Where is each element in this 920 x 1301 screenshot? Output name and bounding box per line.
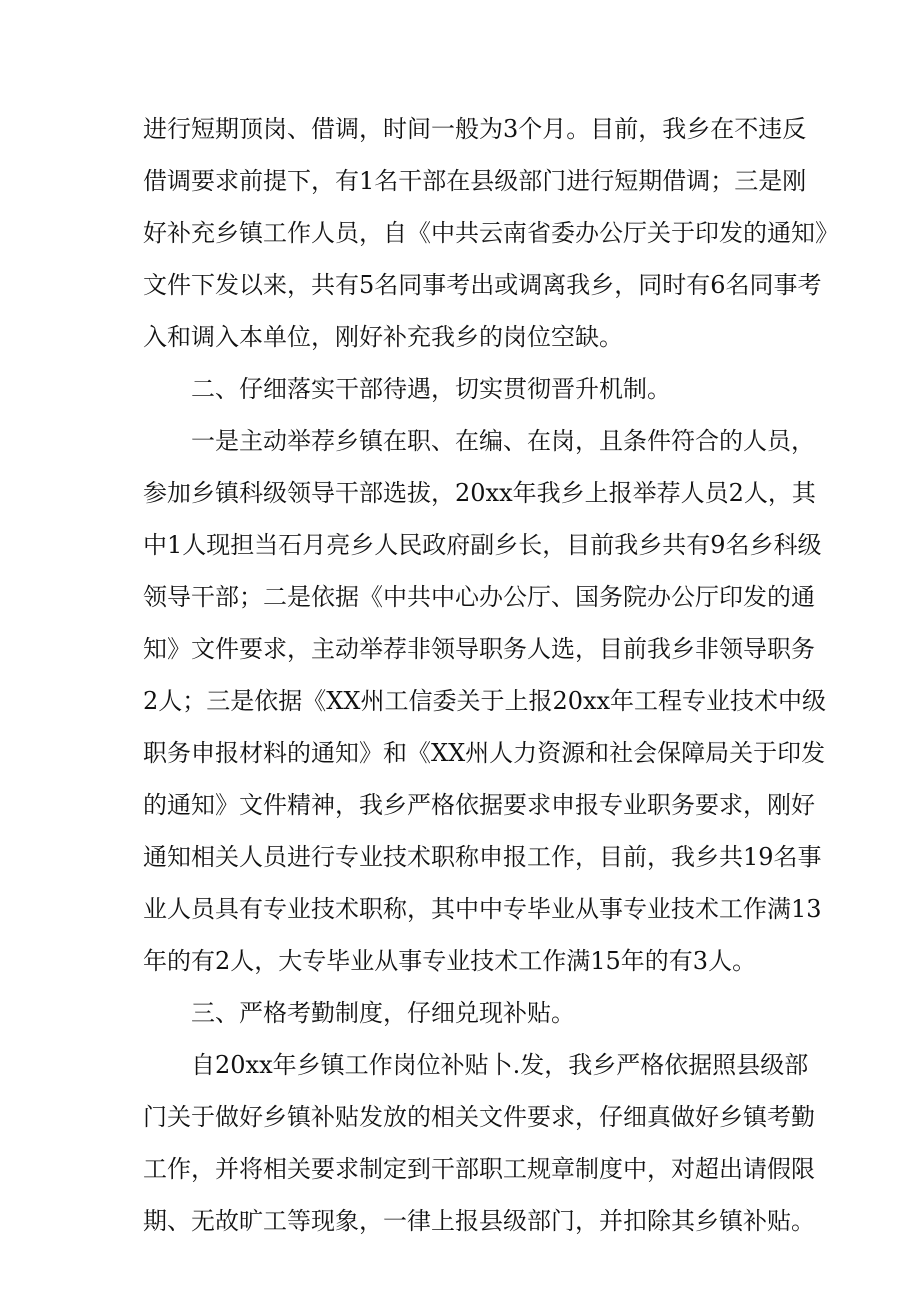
section-heading-2: 二、仔细落实干部待遇，切实贯彻晋升机制。 bbox=[191, 375, 671, 403]
text-line: 业人员具有专业技术职称，其中中专毕业从事专业技术工作满13 bbox=[143, 895, 822, 923]
text-line: 期、无故旷工等现象，一律上报县级部门，并扣除其乡镇补贴。 bbox=[143, 1207, 815, 1235]
text-line: 门关于做好乡镇补贴发放的相关文件要求，仔细真做好乡镇考勤 bbox=[143, 1103, 815, 1131]
text-line: 文件下发以来，共有5名同事考出或调离我乡，同时有6名同事考 bbox=[143, 271, 822, 299]
text-line: 2人；三是依据《XX州工信委关于上报20xx年工程专业技术中级 bbox=[143, 687, 827, 715]
text-line: 一是主动举荐乡镇在职、在编、在岗，且条件符合的人员， bbox=[191, 427, 815, 455]
text-line: 进行短期顶岗、借调，时间一般为3个月。目前，我乡在不违反 bbox=[143, 115, 807, 143]
text-line: 工作，并将相关要求制定到干部职工规章制度中，对超出请假限 bbox=[143, 1155, 815, 1183]
text-line: 借调要求前提下，有1名干部在县级部门进行短期借调；三是刚 bbox=[143, 167, 807, 195]
text-line: 入和调入本单位，刚好补充我乡的岗位空缺。 bbox=[143, 323, 623, 351]
text-line: 职务申报材料的通知》和《XX州人力资源和社会保障局关于印发 bbox=[143, 739, 826, 767]
text-line: 领导干部；二是依据《中共中心办公厅、国务院办公厅印发的通 bbox=[143, 583, 815, 611]
text-line: 通知相关人员进行专业技术职称申报工作，目前，我乡共19名事 bbox=[143, 843, 822, 871]
text-line: 中1人现担当石月亮乡人民政府副乡长，目前我乡共有9名乡科级 bbox=[143, 531, 822, 559]
text-line: 年的有2人，大专毕业从事专业技术工作满15年的有3人。 bbox=[143, 947, 757, 975]
text-line: 自20xx年乡镇工作岗位补贴卜.发，我乡严格依据照县级部 bbox=[191, 1051, 809, 1079]
text-line: 的通知》文件精神，我乡严格依据要求申报专业职务要求，刚好 bbox=[143, 791, 815, 819]
document-body bbox=[143, 103, 839, 1247]
text-line: 知》文件要求，主动举荐非领导职务人选，目前我乡非领导职务 bbox=[143, 635, 815, 663]
section-heading-3: 三、严格考勤制度，仔细兑现补贴。 bbox=[191, 999, 575, 1027]
text-line: 好补充乡镇工作人员，自《中共云南省委办公厅关于印发的通知》 bbox=[143, 219, 839, 247]
text-line: 参加乡镇科级领导干部选拔，20xx年我乡上报举荐人员2人，其 bbox=[143, 479, 816, 507]
